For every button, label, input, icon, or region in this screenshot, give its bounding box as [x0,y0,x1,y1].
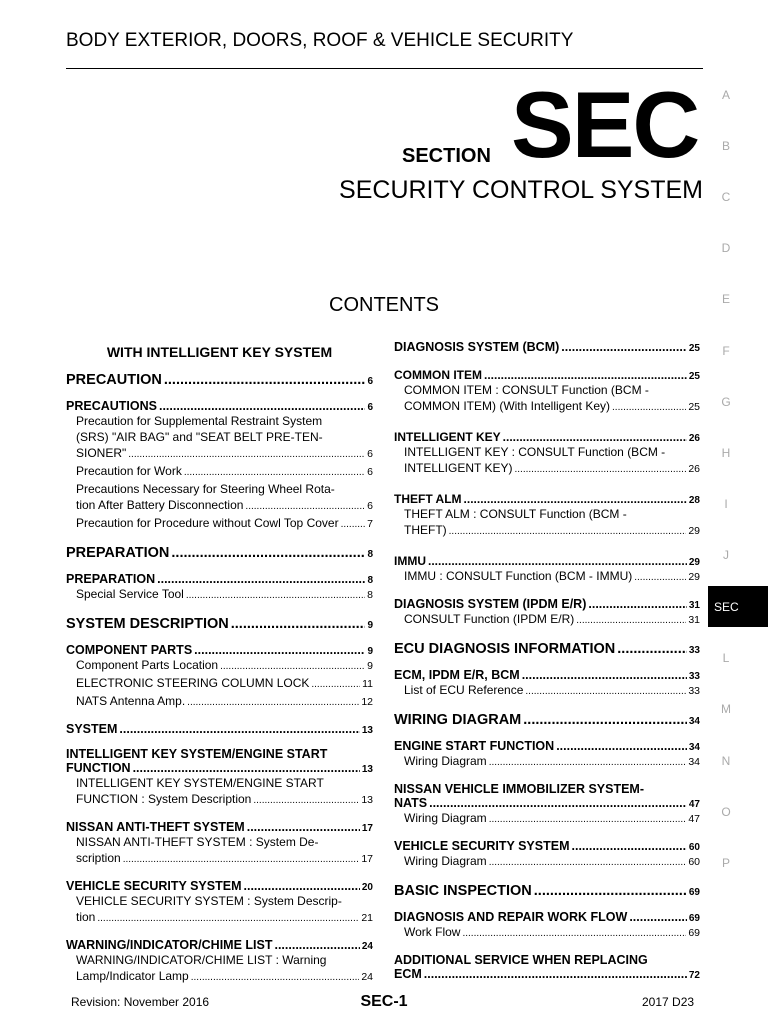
side-index-letter[interactable]: G [721,395,731,409]
toc-entry[interactable] [66,722,373,736]
toc-entry[interactable] [66,372,373,388]
toc-entry[interactable] [394,924,700,942]
toc-entry-title: Special Service Tool [76,587,184,601]
toc-entry-page: 29 [688,525,700,537]
leader-dots [634,570,686,586]
toc-entry-line: INTELLIGENT KEY : CONSULT Function (BCM - [404,445,666,459]
toc-entry-line: INTELLIGENT KEY SYSTEM/ENGINE START [76,776,324,790]
leader-dots [194,643,365,657]
toc-entry-page: 8 [367,549,373,560]
toc-entry[interactable] [394,668,700,682]
toc-entry-page: 9 [367,646,373,657]
leader-dots [484,368,687,382]
toc-entry-title: IMMU : CONSULT Function (BCM - IMMU) [404,569,633,583]
leader-dots [341,517,366,533]
toc-entry-title: WARNING/INDICATOR/CHIME LIST [66,938,273,952]
toc-entry-page: 29 [688,557,700,568]
toc-group-title: WITH INTELLIGENT KEY SYSTEM [106,344,333,360]
leader-dots [274,938,359,952]
toc-entry-page: 13 [361,794,373,806]
toc-entry[interactable] [394,883,700,899]
toc-entry-page: 21 [361,912,373,924]
toc-entry[interactable] [394,953,700,981]
toc-entry[interactable] [66,463,373,481]
toc-entry-title: DIAGNOSIS AND REPAIR WORK FLOW [394,910,628,924]
toc-entry-page: 69 [688,887,700,898]
toc-entry[interactable] [394,739,700,753]
toc-entry-page: 6 [367,448,373,460]
leader-dots [128,447,365,463]
toc-entry[interactable] [394,492,700,506]
toc-entry-title: NATS [394,796,428,810]
leader-dots [503,430,687,444]
leader-dots [247,820,360,834]
section-subtitle: SECURITY CONTROL SYSTEM [339,176,703,204]
side-index-letter[interactable]: A [721,88,730,102]
toc-entry-title: ECM [394,967,422,981]
leader-dots [462,926,686,942]
toc-entry-page: 20 [361,882,373,893]
toc-entry-page: 33 [688,671,700,682]
toc-left-entries [66,372,373,986]
toc-entry-title: PREPARATION [66,545,170,561]
toc-entry-line: THEFT ALM : CONSULT Function (BCM - [404,507,627,521]
toc-entry-page: 33 [688,685,700,697]
toc-entry[interactable] [394,782,700,810]
toc-entry-title: Precaution for Procedure without Cowl Top Cover [76,516,339,530]
leader-dots [629,910,687,924]
leader-dots [164,372,366,388]
toc-entry-title: INTELLIGENT KEY [394,430,501,444]
toc-entry-title: Precaution for Work [76,464,182,478]
toc-entry-line: NISSAN VEHICLE IMMOBILIZER SYSTEM- [394,782,645,796]
toc-entry-line: Precaution for Supplemental Restraint System [76,414,323,428]
toc-entry-title: Component Parts Location [76,658,219,672]
contents-heading: CONTENTS [329,294,439,316]
leader-dots [588,597,686,611]
leader-dots [489,812,687,828]
toc-right-entries [394,340,700,981]
side-index-letter[interactable]: B [721,139,730,153]
toc-entry[interactable] [394,340,700,354]
toc-entry-title: ELECTRONIC STEERING COLUMN LOCK [76,676,310,690]
leader-dots [184,465,365,481]
side-index-letter[interactable]: L [722,651,730,665]
toc-entry[interactable] [66,952,373,986]
leader-dots [489,755,687,771]
toc-entry-title: ENGINE START FUNCTION [394,739,555,753]
toc-entry[interactable] [394,853,700,871]
toc-entry-page: 13 [361,764,373,775]
leader-dots [561,340,687,354]
toc-entry[interactable] [394,611,700,629]
toc-entry-title: FUNCTION [66,761,131,775]
leader-dots [534,883,687,899]
leader-dots [244,879,360,893]
toc-entry-title: scription [76,851,121,865]
toc-entry[interactable] [394,910,700,924]
leader-dots [119,722,359,736]
toc-entry-line: WARNING/INDICATOR/CHIME LIST : Warning [76,953,327,967]
leader-dots [159,399,365,413]
leader-dots [187,695,359,711]
toc-left-column [66,340,373,986]
toc-entry[interactable] [394,568,700,586]
toc-entry-page: 72 [688,970,700,981]
toc-entry[interactable] [66,586,373,604]
leader-dots [245,499,365,515]
leader-dots [617,641,687,657]
toc-entry-page: 28 [688,495,700,506]
leader-dots [171,545,365,561]
toc-entry-page: 17 [361,823,373,834]
leader-dots [523,712,687,728]
side-index-letter[interactable]: O [721,805,731,819]
toc-entry-page: 6 [367,500,373,512]
toc-entry[interactable] [66,616,373,632]
section-code: SEC [511,72,699,177]
toc-entry-page: 17 [361,853,373,865]
toc-entry-title: ECM, IPDM E/R, BCM [394,668,520,682]
header-rule [66,68,703,69]
leader-dots [123,852,360,868]
toc-entry-page: 69 [688,913,700,924]
header-title: BODY EXTERIOR, DOORS, ROOF & VEHICLE SECURITY [66,30,574,51]
toc-entry-title: FUNCTION : System Description [76,792,252,806]
side-index-letter[interactable]: I [724,497,728,511]
footer-page-number: SEC-1 [360,993,408,1010]
toc-entry[interactable] [394,368,700,382]
toc-entry[interactable] [66,643,373,657]
toc-entry-title: VEHICLE SECURITY SYSTEM [394,839,570,853]
side-index-letter[interactable]: F [722,344,730,358]
toc-entry-title: THEFT ALM [394,492,462,506]
leader-dots [311,677,360,693]
leader-dots [525,684,686,700]
toc-entry-title: THEFT) [404,523,447,537]
toc-entry[interactable] [394,430,700,444]
toc-entry[interactable] [66,834,373,868]
toc-entry-line: (SRS) "AIR BAG" and "SEAT BELT PRE-TEN- [76,430,323,444]
toc-entry-page: 29 [688,571,700,583]
side-index-letter[interactable]: P [721,856,730,870]
toc-entry[interactable] [394,682,700,700]
toc-entry[interactable] [394,753,700,771]
toc-entry[interactable] [66,675,373,693]
footer-revision: Revision: November 2016 [71,995,210,1009]
toc-entry-title: COMPONENT PARTS [66,643,193,657]
leader-dots [612,400,686,416]
toc-entry[interactable] [66,879,373,893]
side-index-letter[interactable]: D [721,241,731,255]
side-index-letter[interactable]: C [721,190,731,204]
toc-entry-page: 6 [367,376,373,387]
toc-entry-page: 34 [688,756,700,768]
leader-dots [231,616,366,632]
toc-entry-title: tion After Battery Disconnection [76,498,244,512]
toc-entry-page: 31 [688,600,700,611]
toc-entry-title: SYSTEM DESCRIPTION [66,616,229,632]
leader-dots [572,839,687,853]
toc-entry[interactable] [394,810,700,828]
toc-entry-page: 25 [688,401,700,413]
toc-entry[interactable] [66,893,373,927]
toc-entry-page: 60 [688,842,700,853]
toc-entry-page: 34 [688,716,700,727]
toc-entry-line: Precautions Necessary for Steering Wheel Rota- [76,482,335,496]
toc-entry-title: NISSAN ANTI-THEFT SYSTEM [66,820,245,834]
toc-entry-title: Lamp/Indicator Lamp [76,969,189,983]
toc-entry-page: 25 [688,343,700,354]
toc-entry[interactable] [66,938,373,952]
toc-entry-line: NISSAN ANTI-THEFT SYSTEM : System De- [76,835,319,849]
toc-entry[interactable] [394,641,700,657]
toc-entry-page: 24 [361,941,373,952]
toc-entry-title: ECU DIAGNOSIS INFORMATION [394,641,616,657]
leader-dots [220,659,365,675]
toc-entry-title: PRECAUTION [66,372,162,388]
leader-dots [253,793,359,809]
toc-entry-page: 8 [367,575,373,586]
leader-dots [157,572,365,586]
toc-entry[interactable] [394,444,700,478]
leader-dots [186,588,365,604]
toc-entry-title: COMMON ITEM [394,368,482,382]
toc-entry-title: WIRING DIAGRAM [394,712,522,728]
toc-entry-title: tion [76,910,96,924]
toc-entry-title: List of ECU Reference [404,683,524,697]
toc-entry[interactable] [66,413,373,463]
toc-entry-page: 24 [361,971,373,983]
toc-entry-title: DIAGNOSIS SYSTEM (BCM) [394,340,560,354]
toc-entry[interactable] [394,839,700,853]
leader-dots [191,970,360,986]
toc-entry-page: 26 [688,463,700,475]
toc-entry-page: 47 [688,799,700,810]
toc-entry-title: VEHICLE SECURITY SYSTEM [66,879,242,893]
toc-entry-title: NATS Antenna Amp. [76,694,186,708]
toc-entry-title: BASIC INSPECTION [394,883,532,899]
side-index-letter[interactable]: E [721,292,730,306]
side-index-letter[interactable]: M [721,702,731,716]
leader-dots [449,524,687,540]
toc-entry[interactable] [66,693,373,711]
toc-entry-title: IMMU [394,554,426,568]
toc-entry-page: 60 [688,856,700,868]
side-index-letter[interactable]: N [721,754,731,768]
side-index-tab-active[interactable]: SEC [708,586,768,627]
toc-entry-page: 69 [688,927,700,939]
toc-entry-title: SYSTEM [66,722,118,736]
toc-entry-title: DIAGNOSIS SYSTEM (IPDM E/R) [394,597,587,611]
leader-dots [97,911,359,927]
toc-entry-page: 7 [367,518,373,530]
toc-entry[interactable] [66,820,373,834]
toc-entry-title: Wiring Diagram [404,754,487,768]
leader-dots [424,967,687,981]
toc-entry-title: CONSULT Function (IPDM E/R) [404,612,575,626]
toc-right-column [394,340,700,981]
toc-entry-line: VEHICLE SECURITY SYSTEM : System Descrip- [76,894,342,908]
toc-entry-page: 9 [367,620,373,631]
toc-entry-title: PRECAUTIONS [66,399,157,413]
toc-entry-page: 26 [688,433,700,444]
toc-entry[interactable] [394,712,700,728]
toc-entry[interactable] [66,481,373,515]
footer-model: 2017 D23 [642,995,695,1009]
section-word: SECTION [402,145,491,167]
toc-entry-page: 34 [688,742,700,753]
toc-entry-line: ADDITIONAL SERVICE WHEN REPLACING [394,953,648,967]
toc-entry-page: 9 [367,660,373,672]
toc-entry-title: Work Flow [404,925,461,939]
toc-entry-title: INTELLIGENT KEY) [404,461,513,475]
toc-entry[interactable] [66,572,373,586]
toc-entry[interactable] [394,554,700,568]
leader-dots [133,761,360,775]
toc-entry-page: 47 [688,813,700,825]
toc-entry[interactable] [66,515,373,533]
toc-entry-page: 12 [361,696,373,708]
toc-entry[interactable] [394,382,700,416]
toc-entry-line: INTELLIGENT KEY SYSTEM/ENGINE START [66,747,328,761]
leader-dots [522,668,687,682]
toc-entry-line: COMMON ITEM : CONSULT Function (BCM - [404,383,649,397]
toc-entry[interactable] [66,399,373,413]
toc-entry[interactable] [66,545,373,561]
leader-dots [429,796,687,810]
leader-dots [464,492,687,506]
toc-entry-title: COMMON ITEM) (With Intelligent Key) [404,399,611,413]
toc-entry-page: 11 [362,678,373,690]
leader-dots [489,855,687,871]
leader-dots [576,613,686,629]
side-index-letter[interactable]: J [723,548,729,562]
side-index-letter[interactable]: H [721,446,731,460]
toc-entry-page: 6 [367,466,373,478]
toc-entry[interactable] [394,506,700,540]
leader-dots [514,462,686,478]
leader-dots [428,554,687,568]
toc-entry[interactable] [66,657,373,675]
toc-entry-page: 8 [367,589,373,601]
toc-entry-page: 13 [361,725,373,736]
leader-dots [556,739,687,753]
toc-entry-page: 33 [688,645,700,656]
toc-entry[interactable] [394,597,700,611]
toc-entry-page: 25 [688,371,700,382]
toc-entry[interactable] [66,747,373,775]
toc-entry-title: Wiring Diagram [404,854,487,868]
toc-entry-title: SIONER" [76,446,127,460]
toc-entry-page: 6 [367,402,373,413]
toc-entry-page: 31 [688,614,700,626]
toc-entry-title: PREPARATION [66,572,156,586]
toc-entry-title: Wiring Diagram [404,811,487,825]
toc-entry[interactable] [66,775,373,809]
